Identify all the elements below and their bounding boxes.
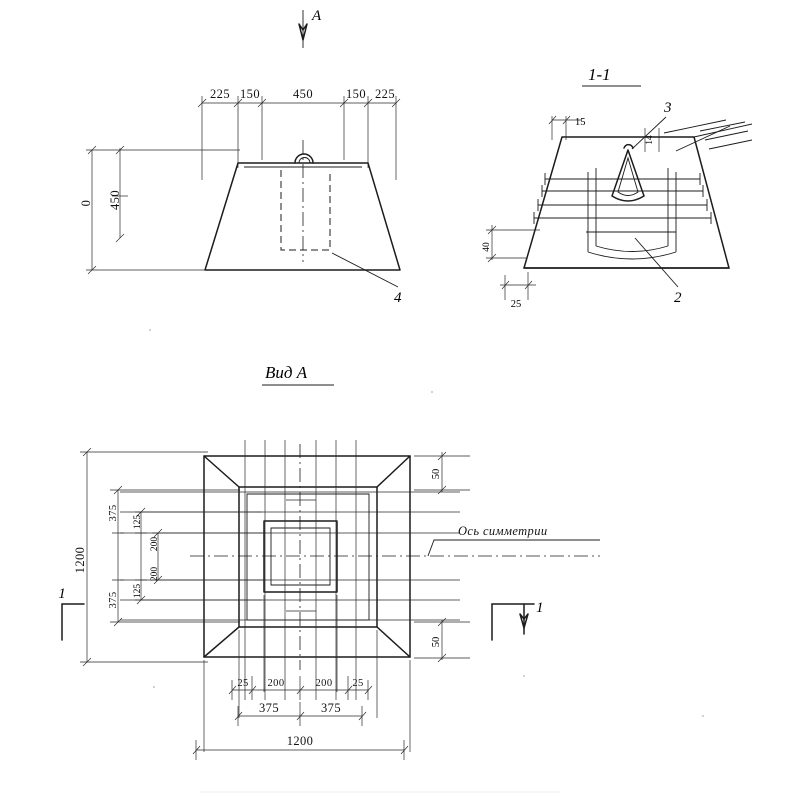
elevation-dim-450-height: 450 bbox=[108, 190, 122, 210]
plan-left-dimension-chain bbox=[80, 448, 266, 666]
elevation-dim-225-right: 225 bbox=[375, 87, 395, 101]
plan-dim-50-top-group bbox=[414, 452, 470, 494]
part-label-2: 2 bbox=[674, 290, 682, 306]
view-a-title-group bbox=[262, 363, 334, 385]
plan-dim-375-bottom-left: 375 bbox=[259, 701, 279, 715]
section-dim-40: 40 bbox=[482, 242, 492, 252]
plan-dim-375-lower: 375 bbox=[108, 591, 119, 609]
section-1-1-view bbox=[482, 65, 752, 310]
elevation-dim-450: 450 bbox=[293, 87, 313, 101]
section-dim-40-group bbox=[486, 225, 540, 262]
section-mark-left-1 bbox=[62, 604, 84, 640]
plan-dim-375-bottom-right: 375 bbox=[321, 701, 341, 715]
plan-dim-50-bottom-group bbox=[414, 618, 470, 662]
scan-artifacts bbox=[149, 329, 704, 792]
plan-dim-50-bottom: 50 bbox=[431, 636, 442, 648]
section-dim-15: 15 bbox=[575, 117, 586, 128]
axis-symmetry-annotation bbox=[428, 540, 600, 556]
plan-dim-25-left: 25 bbox=[237, 678, 249, 689]
anchor-loop-elevation bbox=[295, 154, 313, 163]
elevation-dim-150-left: 150 bbox=[240, 87, 260, 101]
plan-dim-125-upper: 125 bbox=[133, 514, 143, 530]
plan-dim-1200-left: 1200 bbox=[73, 546, 87, 574]
plan-view bbox=[58, 440, 600, 760]
plan-dim-200-left: 200 bbox=[267, 678, 285, 689]
plan-dim-1200-bottom: 1200 bbox=[286, 734, 314, 748]
plan-dim-375-upper: 375 bbox=[108, 504, 119, 522]
reinforcement-mesh bbox=[534, 168, 711, 259]
plan-dim-200-lower: 200 bbox=[150, 566, 160, 582]
section-mark-right-1 bbox=[492, 604, 534, 640]
elevation-dim-0-height: 0 bbox=[79, 199, 93, 207]
axis-symmetry-label: Ось симметрии bbox=[458, 524, 548, 538]
section-label-left-1: 1 bbox=[58, 586, 66, 602]
section-dim-25-group bbox=[500, 272, 536, 300]
elevation-view bbox=[79, 10, 402, 306]
plan-central-socket bbox=[264, 521, 337, 592]
plan-reinforcement-bars bbox=[120, 440, 460, 700]
interior-cage-hidden bbox=[281, 170, 330, 250]
section-dim-14: 14 bbox=[645, 135, 655, 145]
plan-dim-125-lower: 125 bbox=[133, 583, 143, 599]
foundation-frustum-outline bbox=[205, 163, 400, 270]
elevation-dim-225-left: 225 bbox=[210, 87, 230, 101]
part-label-3: 3 bbox=[664, 100, 672, 116]
view-a-title: Вид А bbox=[265, 363, 308, 382]
plan-dim-200-upper: 200 bbox=[150, 536, 160, 552]
section-arrow-a bbox=[299, 10, 307, 48]
anchor-loop-section bbox=[612, 145, 644, 201]
plan-outline bbox=[204, 456, 410, 657]
section-label-top-a: А bbox=[312, 8, 322, 24]
plan-dim-25-right: 25 bbox=[352, 678, 364, 689]
part-label-4: 4 bbox=[394, 290, 402, 306]
leader-label-3 bbox=[632, 117, 730, 151]
elevation-dim-150-right: 150 bbox=[346, 87, 366, 101]
plan-center-ticks bbox=[286, 500, 316, 611]
section-label-right-1: 1 bbox=[536, 600, 544, 616]
section-1-1-title: 1-1 bbox=[588, 65, 611, 84]
plan-dim-50-top: 50 bbox=[431, 468, 442, 480]
plan-dim-200-right: 200 bbox=[315, 678, 333, 689]
leader-label-2 bbox=[635, 238, 678, 287]
section-dim-25: 25 bbox=[510, 299, 522, 310]
